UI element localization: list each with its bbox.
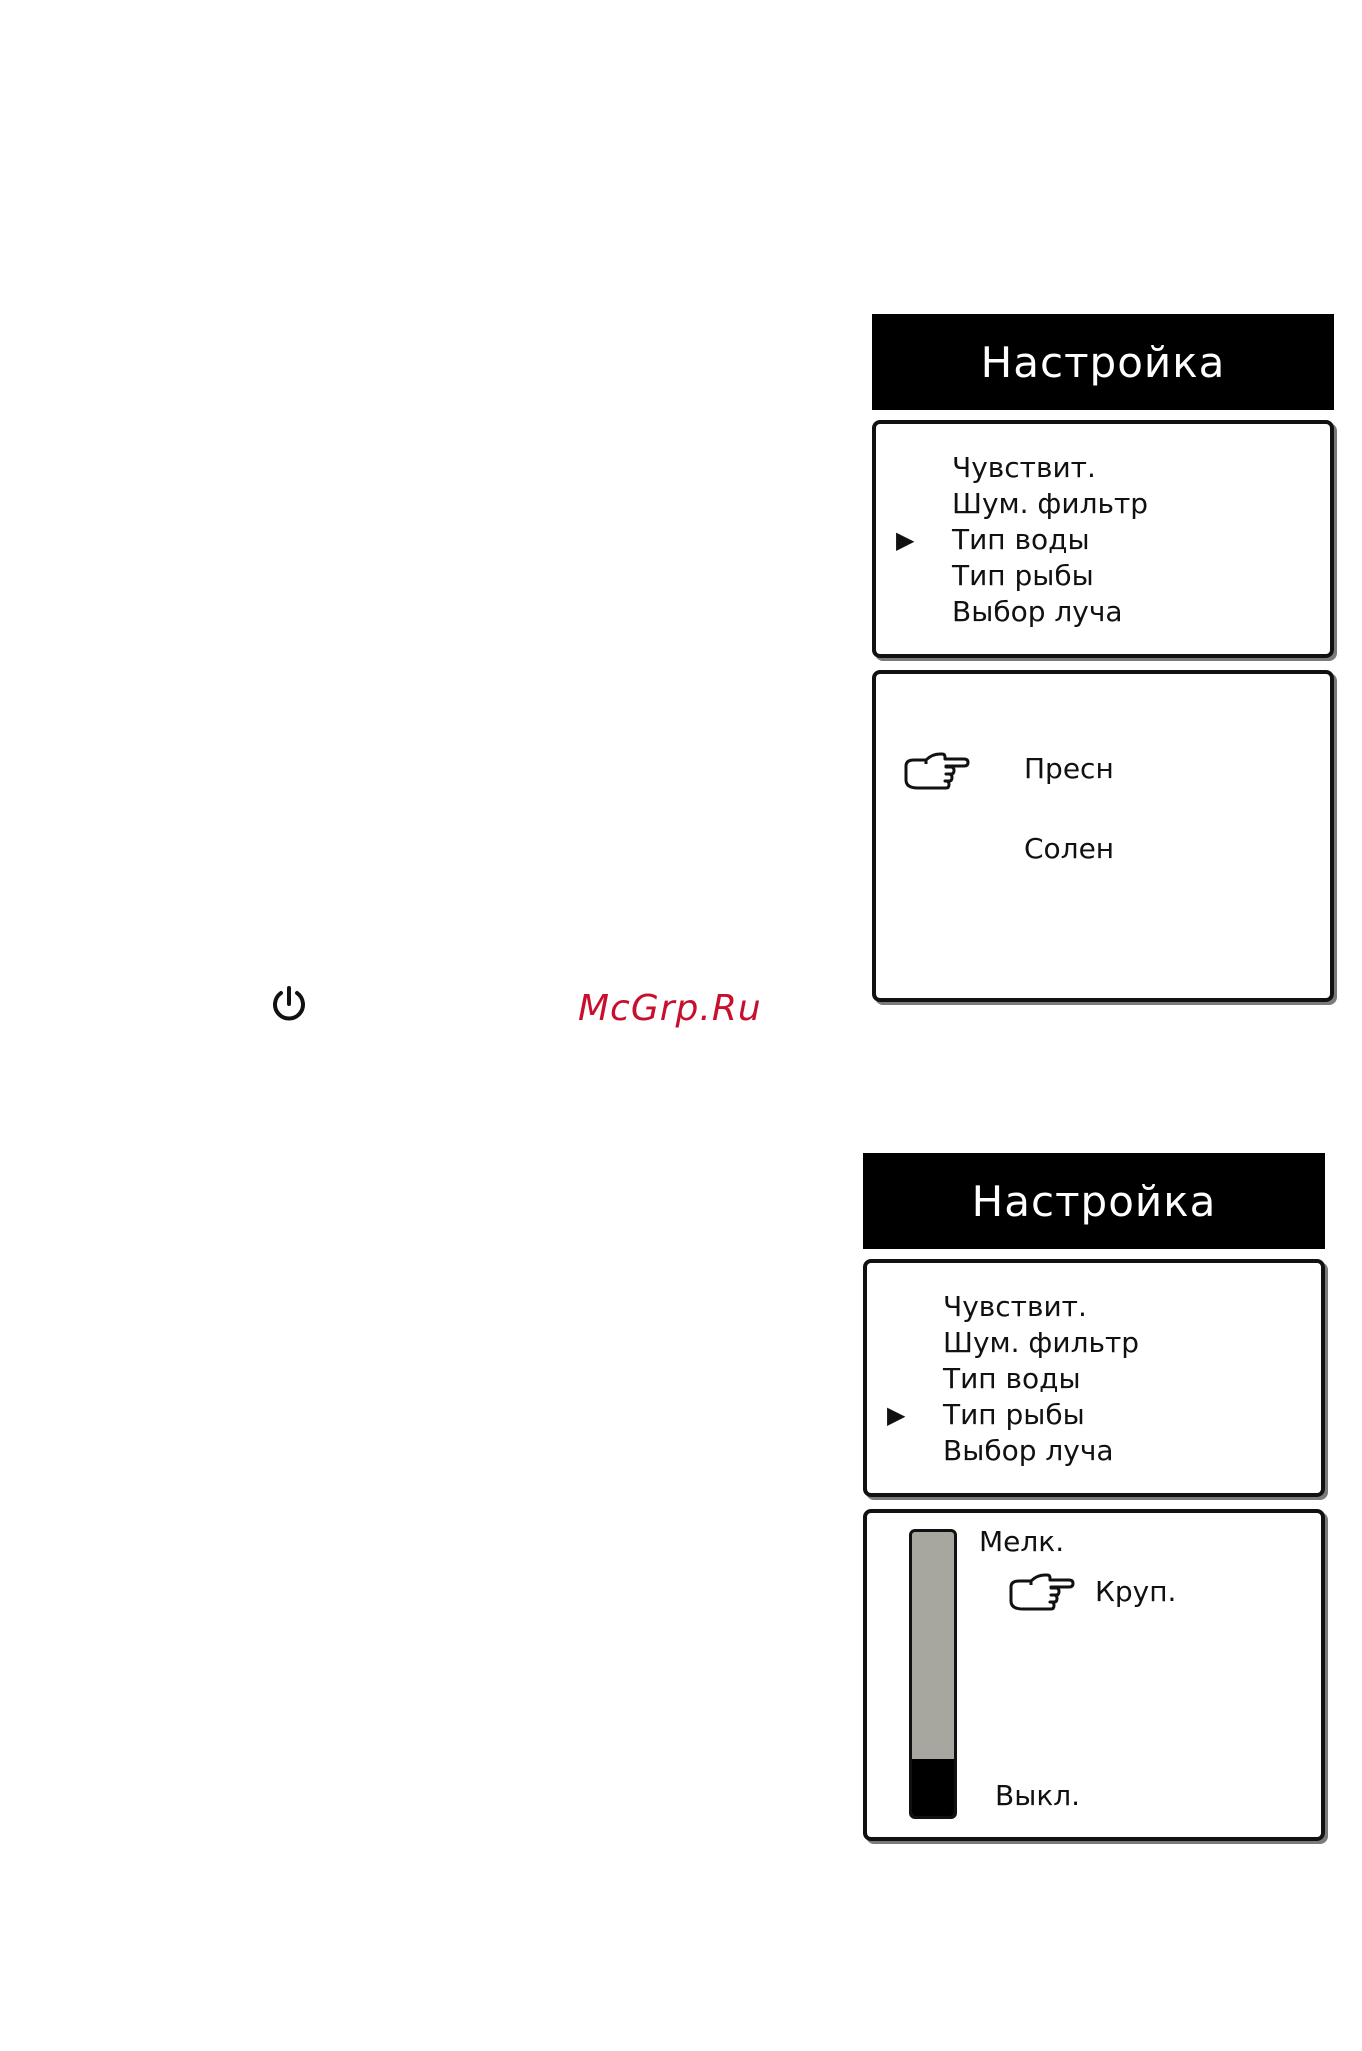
pointing-hand-icon [902, 750, 970, 794]
option-off[interactable]: Выкл. [995, 1779, 1081, 1812]
menu-item-sensitivity[interactable]: Чувствит. [952, 451, 1096, 484]
water-type-screen [872, 314, 1334, 1002]
menu-item-beam-select[interactable]: Выбор луча [952, 595, 1123, 628]
selection-arrow-icon: ▶ [887, 1401, 906, 1429]
screen-title: Настройка [863, 1153, 1325, 1249]
menu-item-water-type[interactable]: ▶ Тип воды [896, 523, 1090, 556]
pointing-hand-icon [1007, 1571, 1075, 1615]
menu-item-fish-type[interactable]: Тип рыбы [952, 559, 1094, 592]
menu-item-fish-type[interactable]: ▶ Тип рыбы [887, 1398, 1085, 1431]
selection-arrow-icon: ▶ [896, 526, 915, 554]
level-bar-fill [912, 1759, 954, 1816]
fish-type-options [863, 1509, 1325, 1841]
watermark: McGrp.Ru [578, 988, 762, 1029]
settings-menu [872, 420, 1334, 658]
menu-item-noise-filter[interactable]: Шум. фильтр [943, 1326, 1140, 1359]
fish-type-screen [863, 1153, 1325, 1841]
fish-size-level-bar[interactable] [909, 1529, 957, 1819]
option-fresh-water[interactable]: Пресн [1024, 752, 1114, 785]
water-type-options [872, 670, 1334, 1002]
menu-item-sensitivity[interactable]: Чувствит. [943, 1290, 1087, 1323]
screen-title: Настройка [872, 314, 1334, 410]
menu-list [887, 1289, 1140, 1469]
option-salt-water[interactable]: Солен [1024, 832, 1115, 865]
option-small-fish[interactable]: Мелк. [979, 1525, 1065, 1558]
settings-menu [863, 1259, 1325, 1497]
menu-item-noise-filter[interactable]: Шум. фильтр [952, 487, 1149, 520]
menu-list [896, 450, 1149, 630]
option-large-fish[interactable]: Круп. [1095, 1575, 1177, 1608]
menu-item-beam-select[interactable]: Выбор луча [943, 1434, 1114, 1467]
menu-item-water-type[interactable]: Тип воды [943, 1362, 1081, 1395]
power-icon [268, 984, 310, 1026]
